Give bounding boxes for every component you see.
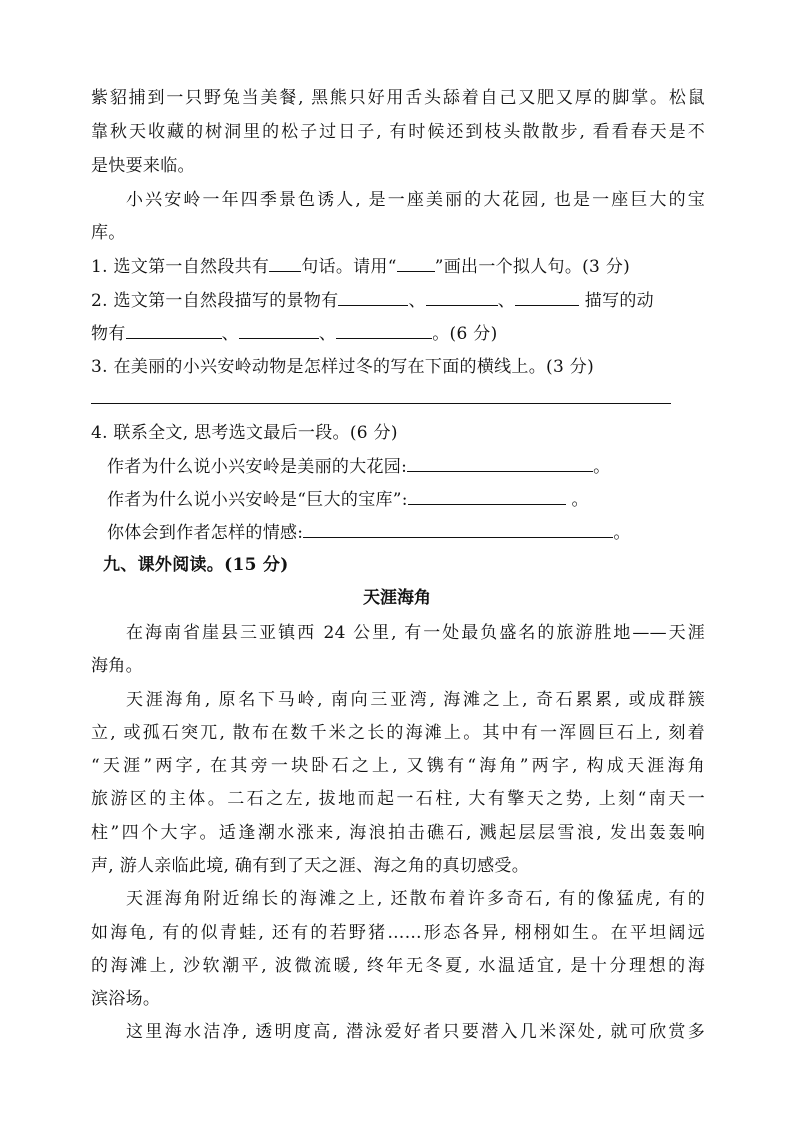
article-line: 在海南省崖县三亚镇西 24 公里, 有一处最负盛名的旅游胜地——天涯 [126, 623, 705, 643]
passage-line: 靠秋天收藏的树洞里的松子过日子, 有时候还到枝头散散步, 看看春天是不 [91, 122, 705, 142]
answer-blank-4-3[interactable] [303, 521, 613, 538]
article-title: 天涯海角 [363, 588, 431, 608]
answer-blank-animal-3[interactable] [336, 322, 432, 339]
question-2-text-a: 2. 选文第一自然段描写的景物有 [91, 291, 339, 311]
period: 。 [613, 523, 631, 543]
article-line: 天涯海角, 原名下马岭, 南向三亚湾, 海滩之上, 奇石累累, 或成群簇 [126, 690, 705, 710]
answer-blank-scenery-1[interactable] [338, 289, 408, 306]
period: 。 [593, 457, 611, 477]
article-line: 立, 或孤石突兀, 散布在数千米之长的海滩上。其中有一浑圆巨石上, 刻着 [91, 723, 705, 743]
article-line: 这里海水洁净, 透明度高, 潜泳爱好者只要潜入几米深处, 就可欣赏多 [126, 1022, 705, 1042]
passage-line: 库。 [91, 223, 126, 243]
article-line: 天涯海角附近绵长的海滩之上, 还散布着许多奇石, 有的像猛虎, 有的 [126, 889, 705, 909]
article-line: 海角。 [91, 656, 143, 676]
article-line: 的海滩上, 沙软潮平, 波微流暖, 终年无冬夏, 水温适宜, 是十分理想的海 [91, 956, 705, 976]
question-4-1 [107, 455, 610, 478]
answer-line-question-3[interactable] [91, 403, 671, 404]
question-2 [91, 289, 654, 312]
question-1-text-c: ”画出一个拟人句。(3 分) [434, 257, 631, 277]
period: 。 [565, 490, 589, 510]
separator: 、 [318, 324, 337, 344]
answer-blank-underline-mark [397, 255, 435, 272]
article-line: 声, 游人亲临此境, 确有到了天之涯、海之角的真切感受。 [91, 856, 530, 876]
question-1 [91, 255, 630, 278]
question-1-text-b: 句话。请用“ [301, 257, 397, 277]
answer-blank-4-1[interactable] [407, 455, 593, 472]
question-4-1-text: 作者为什么说小兴安岭是美丽的大花园: [107, 457, 408, 477]
question-2-text-d: 。(6 分) [432, 324, 498, 344]
answer-blank-animal-2[interactable] [239, 322, 319, 339]
question-3: 3. 在美丽的小兴安岭动物是怎样过冬的写在下面的横线上。(3 分) [91, 357, 595, 377]
answer-blank-sentence-count[interactable] [269, 255, 301, 272]
separator: 、 [221, 324, 239, 344]
article-line: 如海龟, 有的似青蛙, 还有的若野猪……形态各异, 栩栩如生。在平坦阔远 [91, 923, 705, 943]
question-2-continued [91, 322, 498, 345]
question-4-3-text: 你体会到作者怎样的情感: [107, 523, 304, 543]
article-line: 旅游区的主体。二石之左, 拔地而起一石柱, 大有擎天之势, 上刻“南天一 [91, 789, 705, 809]
article-line: “天涯”两字, 在其旁一块卧石之上, 又镌有“海角”两字, 构成天涯海角 [91, 756, 705, 776]
question-1-text-a: 1. 选文第一自然段共有 [91, 257, 270, 277]
passage-line: 是快要来临。 [91, 156, 195, 176]
question-4: 4. 联系全文, 思考选文最后一段。(6 分) [91, 423, 398, 443]
answer-blank-scenery-2[interactable] [426, 289, 498, 306]
answer-blank-4-2[interactable] [408, 488, 566, 505]
article-line: 柱”四个大字。适逢潮水涨来, 海浪拍击礁石, 溅起层层雪浪, 发出轰轰响 [91, 823, 705, 843]
section-heading: 九、课外阅读。(15 分) [103, 555, 289, 575]
question-2-text-b: 描写的动 [579, 291, 654, 311]
separator: 、 [408, 291, 426, 311]
passage-line: 小兴安岭一年四季景色诱人, 是一座美丽的大花园, 也是一座巨大的宝 [126, 190, 705, 210]
question-4-2-text: 作者为什么说小兴安岭是“巨大的宝库”: [107, 490, 408, 510]
passage-line: 紫貂捕到一只野兔当美餐, 黑熊只好用舌头舔着自己又肥又厚的脚掌。松鼠 [91, 88, 705, 108]
question-2-text-c: 物有 [91, 324, 126, 344]
answer-blank-animal-1[interactable] [126, 322, 222, 339]
article-line: 滨浴场。 [91, 989, 161, 1009]
question-4-3 [107, 521, 631, 544]
answer-blank-scenery-3[interactable] [515, 289, 579, 306]
question-4-2 [107, 488, 589, 511]
separator: 、 [497, 291, 516, 311]
